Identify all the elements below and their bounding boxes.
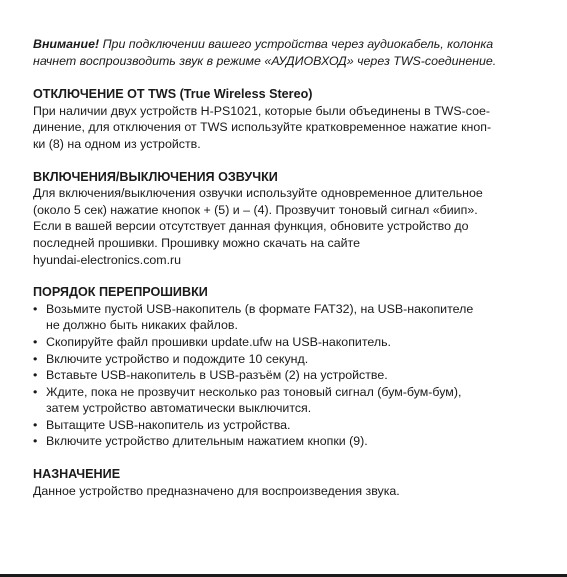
bullet-icon: •	[33, 384, 38, 399]
bullet-icon: •	[33, 368, 38, 383]
list-item	[33, 433, 538, 450]
instruction-page	[33, 36, 538, 515]
list-item-line: не должно быть никаких файлов.	[46, 318, 238, 333]
list-item-line: Ждите, пока не прозвучит несколько раз тоновый сигнал (бум-бум-бум),	[46, 384, 462, 399]
bullet-icon: •	[33, 301, 38, 316]
body-line: ки (8) на одном из устройств.	[33, 136, 201, 151]
body-line: Для включения/выключения озвучки используйте одновременное длительное	[33, 186, 483, 201]
warning-paragraph	[33, 36, 538, 69]
body-line: hyundai-electronics.com.ru	[33, 252, 182, 267]
list-item-line: Включите устройство длительным нажатием кнопки (9).	[46, 434, 368, 449]
body-line: При наличии двух устройств H-PS1021, которые были объединены в TWS-сое-	[33, 103, 491, 118]
section-voice-toggle	[33, 169, 538, 269]
list-item	[33, 301, 538, 334]
section-tws-disconnect	[33, 86, 538, 152]
bullet-icon: •	[33, 434, 38, 449]
section-purpose	[33, 466, 538, 499]
warning-lead: Внимание!	[33, 37, 100, 51]
list-item-line: Возьмите пустой USB-накопитель (в формате FAT32), на USB-накопителе	[46, 301, 474, 316]
section-heading: НАЗНАЧЕНИЕ	[33, 467, 121, 482]
section-firmware-update	[33, 284, 538, 450]
list-item-line: затем устройство автоматически выключится.	[46, 401, 312, 416]
bullet-icon: •	[33, 417, 38, 432]
list-item	[33, 367, 538, 384]
section-heading: ОТКЛЮЧЕНИЕ ОТ TWS (True Wireless Stereo)	[33, 87, 313, 102]
list-item	[33, 351, 538, 368]
section-heading: ВКЛЮЧЕНИЯ/ВЫКЛЮЧЕНИЯ ОЗВУЧКИ	[33, 169, 278, 184]
body-line: динение, для отключения от TWS используйте кратковременное нажатие кноп-	[33, 120, 492, 135]
body-line: Если в вашей версии отсутствует данная функция, обновите устройство до	[33, 219, 469, 234]
section-heading: ПОРЯДОК ПЕРЕПРОШИВКИ	[33, 285, 208, 300]
bullet-icon: •	[33, 351, 38, 366]
body-line: Данное устройство предназначено для воспроизведения звука.	[33, 483, 400, 498]
body-line: (около 5 сек) нажатие кнопок + (5) и – (4). Прозвучит тоновый сигнал «биип».	[33, 202, 478, 217]
bullet-icon: •	[33, 334, 38, 349]
body-line: последней прошивки. Прошивку можно скачать на сайте	[33, 235, 360, 250]
list-item	[33, 417, 538, 434]
warning-text: При подключении вашего устройства через аудиокабель, колонка начнет воспроизводить звук в режиме «АУДИОВХОД» через TWS-соединение.	[33, 37, 497, 68]
list-item	[33, 384, 538, 417]
list-item-line: Вытащите USB-накопитель из устройства.	[46, 417, 291, 432]
list-item-line: Включите устройство и подождите 10 секунд.	[46, 351, 309, 366]
list-item-line: Скопируйте файл прошивки update.ufw на USB-накопитель.	[46, 334, 391, 349]
list-item	[33, 334, 538, 351]
list-item-line: Вставьте USB-накопитель в USB-разъём (2) на устройстве.	[46, 368, 388, 383]
firmware-steps-list	[33, 301, 538, 450]
